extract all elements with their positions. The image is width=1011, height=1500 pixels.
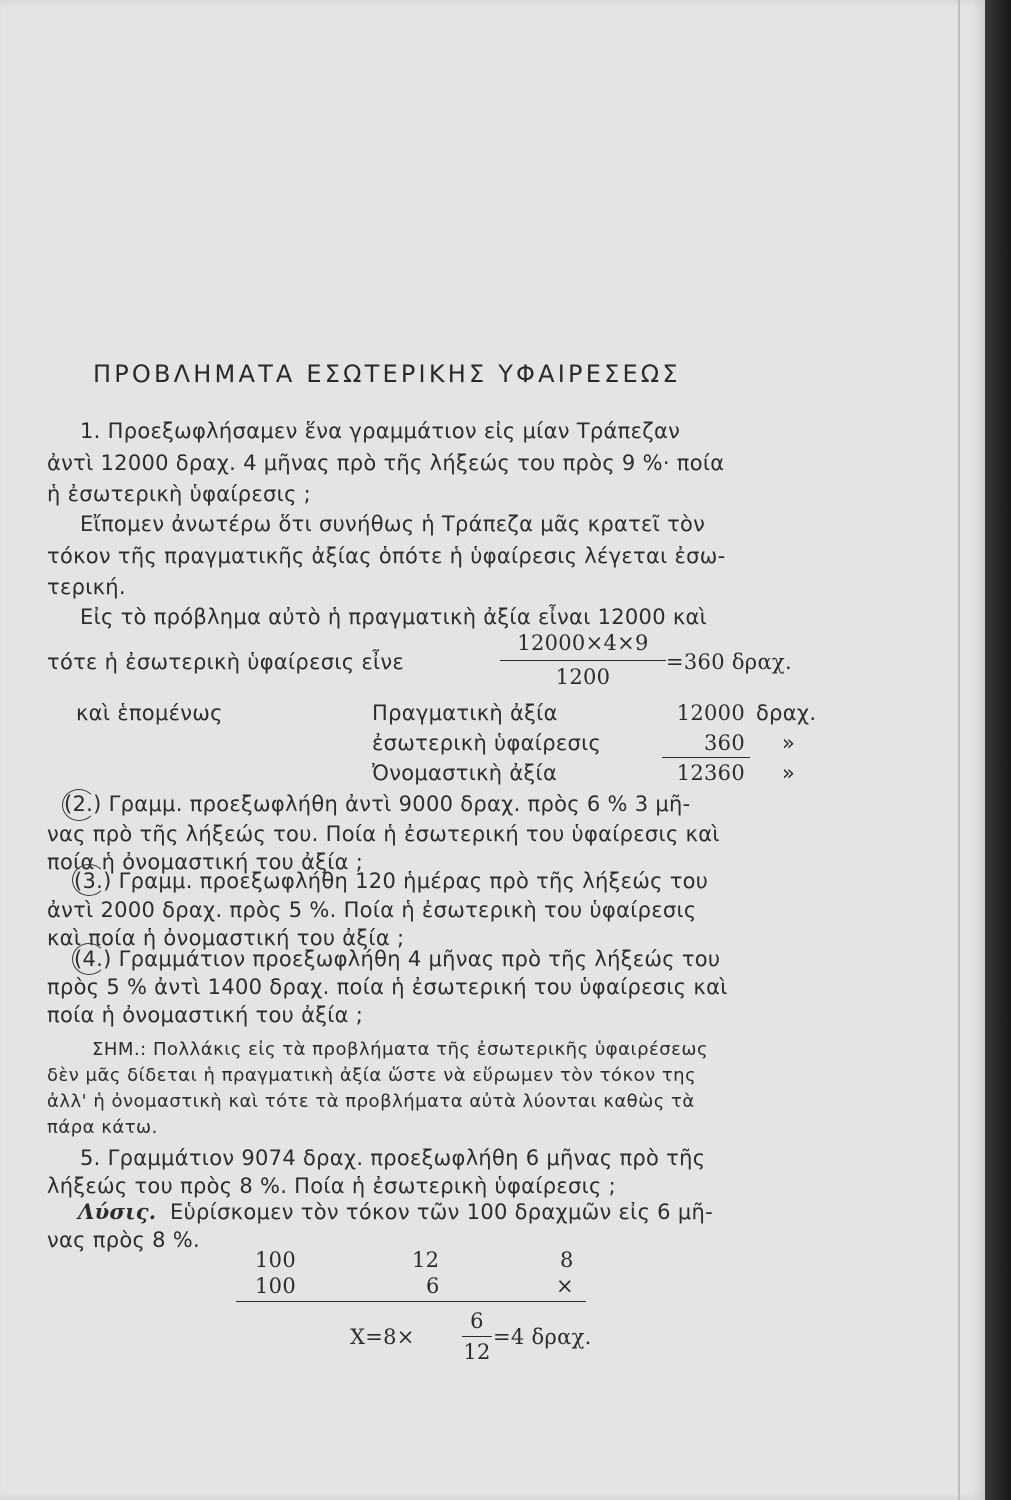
- proportion-cell: ×: [556, 1274, 574, 1298]
- problem1-line2: ἀντὶ 12000 δραχ. 4 μῆνας πρὸ τῆς λήξεώς του πρὸς 9 %· ποία: [47, 451, 725, 475]
- final-denominator: 12: [463, 1340, 491, 1364]
- table-value: 12000: [676, 701, 745, 725]
- formula-fraction-bar: [500, 660, 666, 661]
- problem2-line3: ποία ἡ ὀνομαστική του ἀξία ;: [47, 850, 364, 874]
- proportion-cell: 100: [255, 1274, 296, 1298]
- solution-label: Λύσις.: [78, 1199, 157, 1224]
- solution-text2: νας πρὸς 8 %.: [47, 1228, 200, 1252]
- table-unit: δραχ.: [756, 701, 817, 725]
- problem5-line2: λήξεώς του πρὸς 8 %. Ποία ἡ ἐσωτερικὴ ὑφαίρεσις ;: [47, 1174, 616, 1198]
- problem1-line3: ἡ ἐσωτερικὴ ὑφαίρεσις ;: [47, 482, 312, 506]
- problem2-line1: (2.) Γραμμ. προεξωφλήθη ἀντὶ 9000 δραχ. πρὸς 6 % 3 μῆ-: [64, 792, 691, 816]
- final-prefix: X=8×: [350, 1325, 415, 1349]
- page-edge-shadow: [985, 0, 1011, 1500]
- table-label: ἐσωτερικὴ ὑφαίρεσις: [372, 731, 602, 755]
- table-unit: »: [782, 731, 796, 755]
- table-unit: »: [782, 761, 796, 785]
- page-title: ΠΡΟΒΛΗΜΑΤΑ ΕΣΩΤΕΡΙΚΗΣ ΥΦΑΙΡΕΣΕΩΣ: [93, 360, 681, 388]
- note-line4: πάρα κάτω.: [47, 1117, 158, 1138]
- proportion-cell: 6: [426, 1274, 440, 1298]
- problem3-line2: ἀντὶ 2000 δραχ. πρὸς 5 %. Ποία ἡ ἐσωτερικὴ του ὑφαίρεσις: [47, 898, 697, 922]
- formula-numerator: 12000×4×9: [517, 631, 649, 655]
- problem2-line2: νας πρὸ τῆς λήξεώς του. Ποία ἡ ἐσωτερική του ὑφαίρεσις καὶ: [47, 822, 720, 846]
- table-value: 360: [704, 731, 745, 755]
- note-line1: ΣΗΜ.: Πολλάκις εἰς τὰ προβλήματα τῆς ἐσωτερικῆς ὑφαιρέσεως: [92, 1039, 709, 1060]
- proportion-cell: 12: [412, 1248, 440, 1272]
- proportion-cell: 100: [255, 1248, 296, 1272]
- page-edge-line: [958, 0, 960, 1500]
- formula-denominator: 1200: [555, 665, 611, 689]
- problem5-line1: 5. Γραμμάτιον 9074 δραχ. προεξωφλήθη 6 μῆνας πρὸ τῆς: [80, 1146, 706, 1170]
- problem4-line3: ποία ἡ ὀνομαστική του ἀξία ;: [47, 1003, 364, 1027]
- table-intro: καὶ ἑπομένως: [76, 701, 223, 725]
- problem1-para2-line3: τερική.: [47, 575, 126, 599]
- table-label: Πραγματικὴ ἀξία: [372, 701, 558, 725]
- formula-result: =360 δραχ.: [666, 650, 792, 674]
- proportion-cell: 8: [560, 1248, 574, 1272]
- table-label: Ὀνομαστικὴ ἀξία: [372, 761, 558, 785]
- problem3-line3: καὶ ποία ἡ ὀνομαστική του ἀξία ;: [47, 926, 405, 950]
- final-numerator: 6: [470, 1309, 484, 1333]
- final-result: =4 δραχ.: [493, 1325, 592, 1349]
- problem1-para2-line1: Εἴπομεν ἀνωτέρω ὅτι συνήθως ἡ Τράπεζα μᾶς κρατεῖ τὸν: [80, 512, 706, 536]
- problem4-line1: (4.) Γραμμάτιον προεξωφλήθη 4 μῆνας πρὸ τῆς λήξεώς του: [74, 947, 721, 971]
- problem4-line2: πρὸς 5 % ἀντὶ 1400 δραχ. ποία ἡ ἐσωτερική του ὑφαίρεσις καὶ: [47, 975, 728, 999]
- problem1-para2-line2: τόκον τῆς πραγματικῆς ἀξίας ὁπότε ἡ ὑφαίρεσις λέγεται ἐσω-: [47, 544, 726, 568]
- problem1-para3: Εἰς τὸ πρόβλημα αὐτὸ ἡ πραγματικὴ ἀξία εἶναι 12000 καὶ: [80, 605, 708, 629]
- note-line3: ἀλλ' ἡ ὀνομαστικὴ καὶ τότε τὰ προβλήματα αὐτὰ λύονται καθὼς τὰ: [47, 1091, 695, 1112]
- proportion-rule: [236, 1301, 586, 1302]
- formula-prefix: τότε ἡ ἐσωτερικὴ ὑφαίρεσις εἶνε: [47, 650, 405, 674]
- problem3-line1: (3.) Γραμμ. προεξωφλήθη 120 ἡμέρας πρὸ τῆς λήξεώς του: [74, 869, 709, 893]
- table-value: 12360: [676, 761, 745, 785]
- note-line2: δὲν μᾶς δίδεται ἡ πραγματικὴ ἀξία ὥστε νὰ εὕρωμεν τὸν τόκον της: [47, 1065, 697, 1086]
- problem1-line1: 1. Προεξωφλήσαμεν ἕνα γραμμάτιον εἰς μίαν Τράπεζαν: [80, 419, 681, 443]
- solution-text: Εὑρίσκομεν τὸν τόκον τῶν 100 δραχμῶν εἰς 6 μῆ-: [170, 1200, 713, 1224]
